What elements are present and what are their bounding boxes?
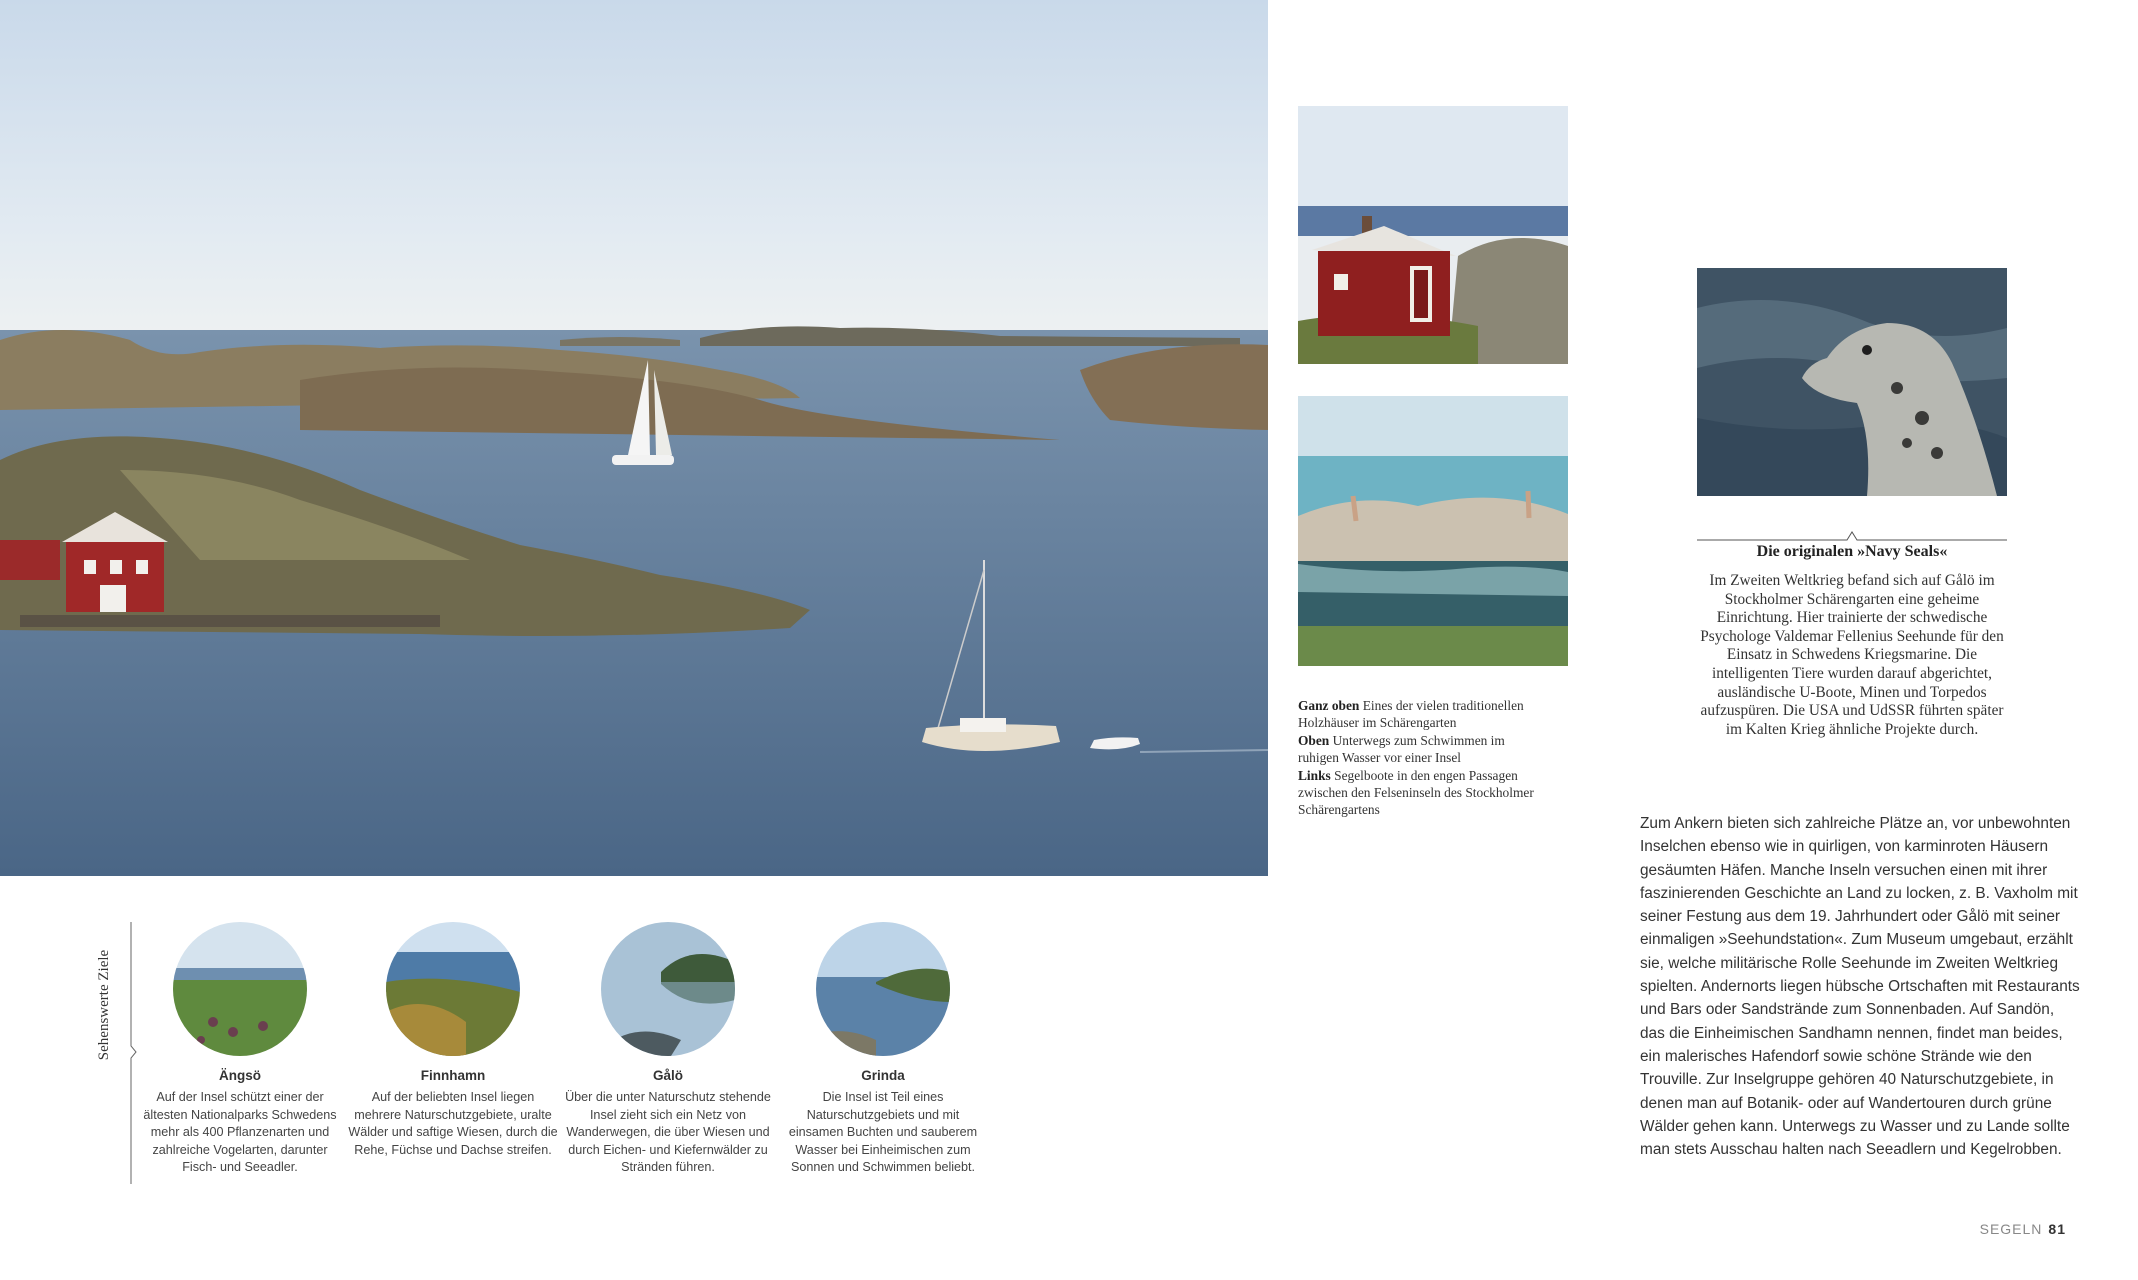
destination-photo (386, 922, 520, 1056)
caption-text: Segelboote in den engen Passagen zwischen den Felseninseln des Stockholmer Schärengartens (1298, 767, 1534, 818)
caption-label: Links (1298, 767, 1331, 783)
destination-name: Grinda (861, 1068, 905, 1083)
caption-text: Eines der vielen traditionellen Holzhäuser im Schärengarten (1298, 698, 1524, 731)
caption-middle (1298, 732, 1538, 767)
destination-photo (173, 922, 307, 1056)
caption-text: Unterwegs zum Schwimmen im ruhigen Wasser vor einer Insel (1298, 732, 1505, 766)
caption-left (1298, 767, 1538, 819)
destination-text: Die Insel ist Teil eines Naturschutzgebiets und mit einsamen Buchten und sauberem Wasser bei Einheimischen zum Sonnen und Schwimmen beliebt. (788, 1090, 978, 1175)
destination-name: Ängsö (219, 1068, 261, 1083)
caption-top (1298, 697, 1538, 732)
caption-label: Ganz oben (1298, 698, 1360, 713)
destination-photo (816, 922, 950, 1056)
section-name: SEGELN (1979, 1221, 2043, 1237)
destination-name: Gålö (652, 1068, 683, 1083)
destination-photo (601, 922, 735, 1056)
destination-card (778, 922, 988, 1177)
page-footer (1980, 1221, 2066, 1237)
photo-red-cabin (1298, 106, 1568, 364)
sidebar-body: Im Zweiten Weltkrieg befand sich auf Gålö im Stockholmer Schärengarten eine geheime Einrichtung. Hier trainierte der schwedische Psychologe Valdemar Fellenius Seehunde für den Einsatz in Schwedens Kriegsmarine. Die intelligenten Tiere wurden darauf abgerichtet, ausländische U-Boote, Minen und Torpedos aufzuspüren. Die USA und UdSSR führten später im Kalten Krieg ähnliche Projekte durch. (1700, 572, 2004, 738)
destination-card (135, 922, 345, 1177)
ziele-heading: Sehenswerte Ziele (96, 949, 112, 1061)
body-text: Zum Ankern bieten sich zahlreiche Plätze an, vor unbewohnten Inselchen ebenso wie in quirligen, von karminroten Häusern gesäumten Häfen. Manche Inseln versuchen einen mit ihrer faszinierenden Geschichte an Land zu locken, z. B. Vaxholm mit seiner Festung aus dem 19. Jahrhundert oder Gålö mit seiner einmaligen »Seehundstation«. Zum Museum umgebaut, erzählt sie, welche militärische Rolle Seehunde im Zweiten Weltkrieg spielten. Andernorts liegen hübsche Ortschaften mit Restaurants und Bars oder Sandstrände zum Sonnenbaden. Auf Sandön, das die Einheimischen Sandhamn nennen, findet man beides, ein malerisches Hafendorf sowie schöne Strände wie den Trouville. Zur Inselgruppe gehören 40 Naturschutzgebiete, in denen man auf Botanik- oder auf Wandertouren durch grüne Wälder gehen kann. Unterwegs zu Wasser und zu Lande sollte man stets Ausschau halten nach Seeadlern und Kegelrobben. (1640, 815, 2080, 1159)
photo-seal (1697, 268, 2007, 496)
destination-name: Finnhamn (420, 1068, 486, 1083)
caption-label: Oben (1298, 732, 1330, 748)
sidebar-title: Die originalen »Navy Seals« (1756, 543, 1948, 560)
page-number: 81 (2048, 1221, 2066, 1237)
destination-card (563, 922, 773, 1177)
destination-text: Über die unter Naturschutz stehende Insel zieht sich ein Netz von Wanderwegen, die über Wiesen und durch Eichen- und Kiefernwälder zu Stränden führen. (565, 1090, 771, 1175)
main-archipelago-photo (0, 0, 1268, 876)
photo-swimmers (1298, 396, 1568, 666)
destination-card (348, 922, 558, 1159)
sidebar-divider (1697, 527, 2007, 541)
destination-text: Auf der Insel schützt einer der ältesten Nationalparks Schwedens mehr als 400 Pflanzenarten und zahlreiche Vogelarten, darunter Fisch- und Seeadler. (143, 1090, 337, 1175)
photo-captions (1298, 697, 1538, 819)
destination-text: Auf der beliebten Insel liegen mehrere Naturschutzgebiete, uralte Wälder und saftige Wiesen, durch die Rehe, Füchse und Dachse streifen. (348, 1090, 558, 1157)
